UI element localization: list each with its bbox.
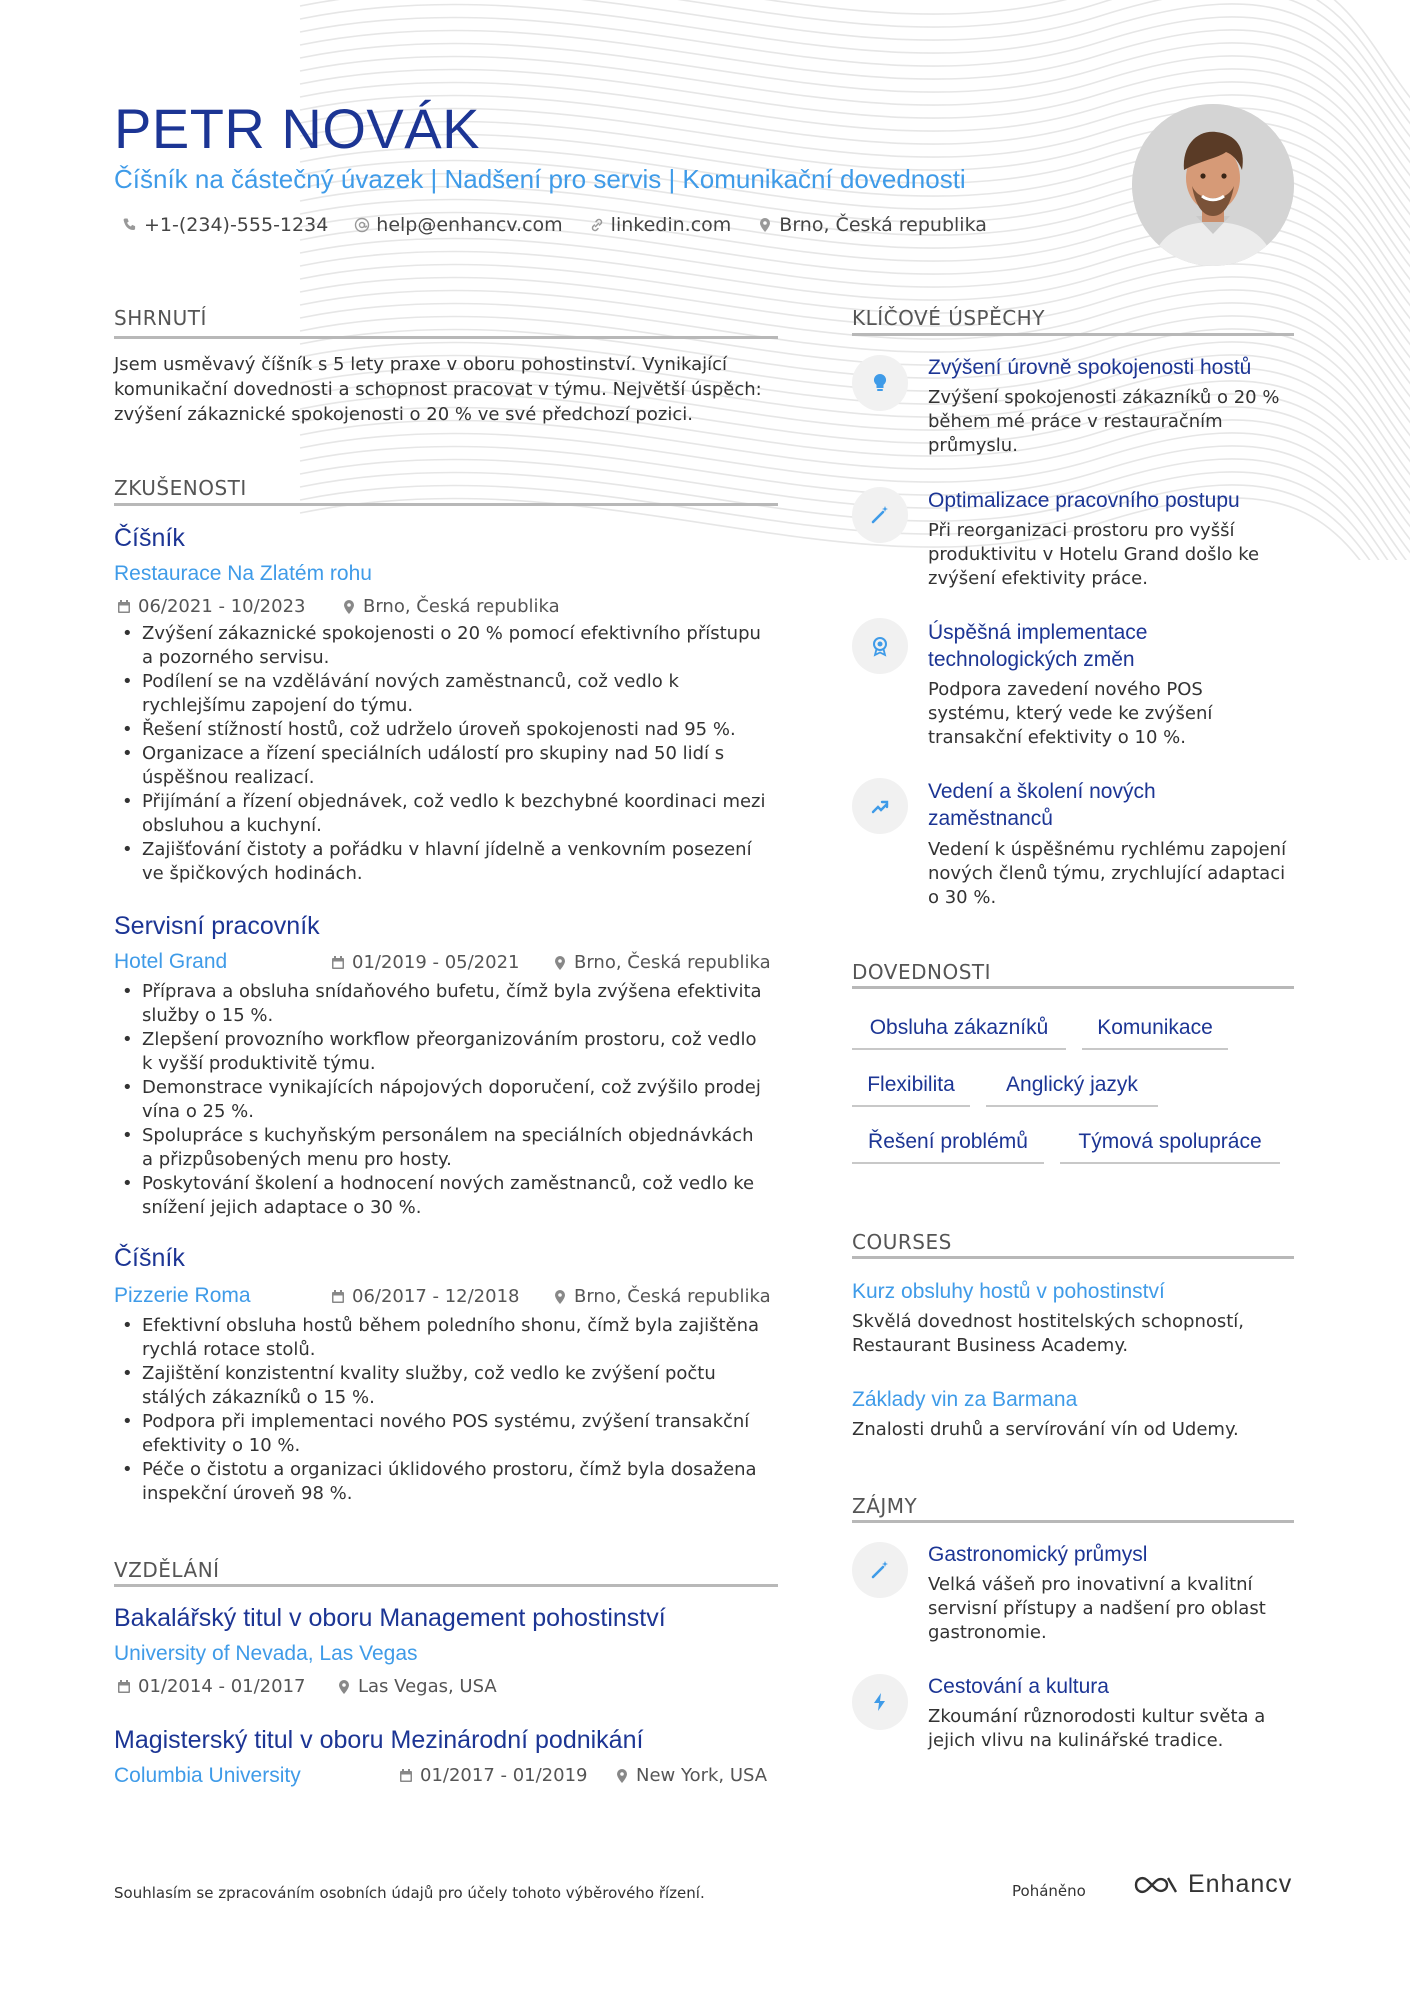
contact-phone[interactable] [122, 214, 328, 236]
courses-divider [852, 1256, 1294, 1259]
calendar-icon [398, 1768, 414, 1784]
bullet-line: služby o 15 %. [142, 1005, 274, 1026]
achievement-title [928, 778, 1156, 832]
interest-desc-line: Velká vášeň pro inovativní a kvalitní [928, 1574, 1253, 1595]
bullet-line: • Organizace a řízení speciálních událostí pro skupiny nad 50 lidí s [142, 743, 725, 764]
location-icon [336, 1679, 352, 1695]
edu-dates [398, 1765, 588, 1786]
edu-location [614, 1765, 767, 1786]
job-dates [116, 596, 306, 617]
contact-email[interactable] [354, 214, 562, 236]
courses-title: COURSES [852, 1230, 952, 1254]
link-icon [589, 217, 605, 233]
location-icon [757, 217, 773, 233]
achievement-desc-line: Při reorganizaci prostoru pro vyšší [928, 520, 1235, 541]
achievement-title-line: Zvýšení úrovně spokojenosti hostů [928, 356, 1252, 379]
achievement-desc-line: o 30 %. [928, 887, 997, 908]
job-dates-text: 01/2019 - 05/2021 [352, 952, 520, 973]
bullet-line: • Podílení se na vzdělávání nových zaměstnanců, což vedlo k [142, 671, 679, 692]
achievement-title [928, 619, 1147, 673]
interest-desc [928, 1573, 1266, 1645]
phone-icon [122, 217, 138, 233]
achievement-desc-line: průmyslu. [928, 435, 1018, 456]
job-location [552, 1286, 771, 1307]
job-location-text: Brno, Česká republika [574, 952, 771, 973]
skill-tag: Komunikace [1082, 1016, 1228, 1050]
location-icon [552, 1289, 568, 1305]
achievement-title-line: Optimalizace pracovního postupu [928, 489, 1240, 512]
job-bullets [114, 1314, 794, 1506]
bullet-line: rychlá rotace stolů. [142, 1339, 316, 1360]
bullet-line: • Zajišťování čistoty a pořádku v hlavní jídelně a venkovním posezení [142, 839, 752, 860]
interest-icon-wrap [852, 1542, 908, 1598]
interest-desc-line: gastronomie. [928, 1622, 1047, 1643]
skill-tag: Flexibilita [852, 1073, 970, 1107]
enhancv-logo[interactable] [1132, 1870, 1292, 1899]
job-location [341, 596, 560, 617]
bullet-line: inspekční úroveň 98 %. [142, 1483, 353, 1504]
location-icon [552, 955, 568, 971]
bullet-line: efektivity o 10 %. [142, 1435, 301, 1456]
bullet-line: rychlejšímu zapojení do týmu. [142, 695, 414, 716]
edu-dates-text: 01/2017 - 01/2019 [420, 1765, 588, 1786]
job-location-text: Brno, Česká republika [363, 596, 560, 617]
contact-linkedin[interactable] [589, 214, 732, 236]
contact-location-text: Brno, Česká republika [779, 214, 987, 236]
achievement-desc-line: Vedení k úspěšnému rychlému zapojení [928, 839, 1287, 860]
achievement-desc-line: produktivitu v Hotelu Grand došlo ke [928, 544, 1260, 565]
magic-wand-icon [868, 503, 892, 527]
contact-location [757, 214, 987, 236]
skills-divider [852, 986, 1294, 989]
bullet-line: • Řešení stížností hostů, což udrželo úroveň spokojenosti nad 95 %. [142, 719, 736, 740]
bullet-line: • Zlepšení provozního workflow přeorganizováním prostoru, což vedlo [142, 1029, 757, 1050]
bullet-line: • Přijímání a řízení objednávek, což vedlo k bezchybné koordinaci mezi [142, 791, 766, 812]
calendar-icon [116, 599, 132, 615]
summary-line: Jsem usměvavý číšník s 5 lety praxe v oboru pohostinství. Vynikající [114, 354, 728, 375]
calendar-icon [116, 1679, 132, 1695]
job-role: Číšník [114, 524, 185, 552]
edu-location [336, 1676, 497, 1697]
job-bullet [114, 1124, 794, 1172]
achievement-desc-line: během mé práce v restauračním [928, 411, 1223, 432]
course-desc-line: Restaurant Business Academy. [852, 1335, 1129, 1356]
job-bullet [114, 1458, 794, 1506]
experience-title: ZKUŠENOSTI [114, 476, 247, 500]
course-desc-line: Znalosti druhů a servírování vín od Udemy. [852, 1419, 1239, 1440]
edu-dates [116, 1676, 306, 1697]
achievement-title [928, 354, 1251, 381]
interest-desc-line: jejich vlivu na kulinářské tradice. [928, 1730, 1224, 1751]
contact-email-text: help@enhancv.com [376, 214, 563, 236]
experience-divider [114, 503, 778, 506]
calendar-icon [330, 1289, 346, 1305]
skill-tag: Obsluha zákazníků [852, 1016, 1066, 1050]
bullet-line: stálých zákazníků o 15 %. [142, 1387, 375, 1408]
course-desc [852, 1418, 1239, 1442]
job-dates-text: 06/2021 - 10/2023 [138, 596, 306, 617]
lightbulb-icon [868, 371, 892, 395]
bullet-line: a pozorného servisu. [142, 647, 330, 668]
course-title: Základy vin za Barmana [852, 1388, 1078, 1411]
job-company: Restaurace Na Zlatém rohu [114, 562, 372, 585]
powered-by-label: Poháněno [1012, 1882, 1086, 1900]
achievement-title-line: Úspěšná implementace [928, 621, 1148, 644]
skills-title: DOVEDNOSTI [852, 960, 992, 984]
achievement-title-line: technologických změn [928, 648, 1135, 671]
skill-tag: Řešení problémů [852, 1130, 1044, 1164]
job-bullet [114, 670, 794, 718]
job-location-text: Brno, Česká republika [574, 1286, 771, 1307]
degree-title: Bakalářský titul v oboru Management pohostinství [114, 1604, 666, 1632]
profile-photo [1132, 104, 1294, 266]
bullet-line: obsluhou a kuchyní. [142, 815, 322, 836]
bullet-line: snížení jejich adaptace o 30 %. [142, 1197, 422, 1218]
headline: Číšník na částečný úvazek | Nadšení pro servis | Komunikační dovednosti [114, 164, 966, 194]
edu-dates-text: 01/2014 - 01/2017 [138, 1676, 306, 1697]
summary-line: komunikační dovednosti a schopnost pracovat v týmu. Největší úspěch: [114, 379, 762, 400]
job-role: Servisní pracovník [114, 912, 320, 940]
summary-title: SHRNUTÍ [114, 306, 207, 330]
job-bullets [114, 980, 794, 1220]
bullet-line: • Podpora při implementaci nového POS systému, zvýšení transakční [142, 1411, 750, 1432]
avatar [1132, 104, 1294, 266]
edu-location-text: New York, USA [636, 1765, 768, 1786]
education-divider [114, 1584, 778, 1587]
achievement-icon-wrap [852, 355, 908, 411]
interests-title: ZÁJMY [852, 1494, 918, 1518]
job-bullet [114, 718, 794, 742]
edu-location-text: Las Vegas, USA [358, 1676, 497, 1697]
school-name: Columbia University [114, 1764, 301, 1787]
job-bullet [114, 838, 794, 886]
lightning-icon [868, 1690, 892, 1714]
location-icon [614, 1768, 630, 1784]
interest-icon-wrap [852, 1674, 908, 1730]
at-icon [354, 217, 370, 233]
interest-desc-line: Zkoumání různorodosti kultur světa a [928, 1706, 1266, 1727]
contact-phone-text: +1-(234)-555-1234 [144, 214, 329, 236]
job-bullets [114, 622, 794, 886]
bullet-line: • Péče o čistotu a organizaci úklidového prostoru, čímž byla dosažena [142, 1459, 757, 1480]
job-bullet [114, 1362, 794, 1410]
bullet-line: • Příprava a obsluha snídaňového bufetu, čímž byla zvýšena efektivita [142, 981, 762, 1002]
bullet-line: • Zvýšení zákaznické spokojenosti o 20 % pomocí efektivního přístupu [142, 623, 761, 644]
achievement-title-line: Vedení a školení nových [928, 780, 1156, 803]
achievements-title: KLÍČOVÉ ÚSPĚCHY [852, 306, 1045, 330]
magic-wand-icon [868, 1558, 892, 1582]
bullet-line: ve špičkových hodinách. [142, 863, 363, 884]
achievement-desc-line: Podpora zavedení nového POS [928, 679, 1203, 700]
achievement-title [928, 487, 1240, 514]
achievement-title-line: zaměstnanců [928, 807, 1053, 830]
bullet-line: úspěšnou realizací. [142, 767, 315, 788]
job-dates [330, 1286, 520, 1307]
achievement-desc-line: Zvýšení spokojenosti zákazníků o 20 % [928, 387, 1280, 408]
bullet-line: • Poskytování školení a hodnocení nových zaměstnanců, což vedlo ke [142, 1173, 755, 1194]
job-dates-text: 06/2017 - 12/2018 [352, 1286, 520, 1307]
job-bullet [114, 980, 794, 1028]
achievement-icon-wrap [852, 778, 908, 834]
job-bullet [114, 1314, 794, 1362]
job-role: Číšník [114, 1244, 185, 1272]
interest-desc-line: servisní přístupy a nadšení pro oblast [928, 1598, 1266, 1619]
summary-divider [114, 336, 778, 339]
bullet-line: k vyšší produktivitě týmu. [142, 1053, 376, 1074]
interests-divider [852, 1520, 1294, 1523]
achievement-desc [928, 386, 1279, 458]
brand-name: Enhancv [1188, 1870, 1293, 1898]
achievement-desc-line: transakční efektivity o 10 %. [928, 727, 1186, 748]
achievement-desc-line: nových členů týmu, zrychlující adaptaci [928, 863, 1286, 884]
job-bullet [114, 1076, 794, 1124]
achievement-icon-wrap [852, 487, 908, 543]
candidate-name: PETR NOVÁK [114, 97, 480, 160]
bullet-line: • Spolupráce s kuchyňským personálem na speciálních objednávkách [142, 1125, 754, 1146]
summary-line: zvýšení zákaznické spokojenosti o 20 % ve své předchozí pozici. [114, 404, 693, 425]
job-location [552, 952, 771, 973]
achievement-desc-line: zvýšení efektivity práce. [928, 568, 1148, 589]
course-desc [852, 1310, 1244, 1358]
achievement-icon-wrap [852, 618, 908, 674]
job-bullet [114, 790, 794, 838]
summary-text [114, 352, 762, 427]
job-bullet [114, 622, 794, 670]
job-dates [330, 952, 520, 973]
award-icon [868, 634, 892, 658]
skill-tag: Anglický jazyk [986, 1073, 1158, 1107]
interest-desc [928, 1705, 1265, 1753]
job-bullet [114, 1172, 794, 1220]
bullet-line: vína o 25 %. [142, 1101, 254, 1122]
achievement-desc-line: systému, který vede ke zvýšení [928, 703, 1213, 724]
achievement-desc [928, 519, 1259, 591]
school-name: University of Nevada, Las Vegas [114, 1642, 418, 1665]
course-title: Kurz obsluhy hostů v pohostinství [852, 1280, 1165, 1303]
job-bullet [114, 1028, 794, 1076]
interest-title: Gastronomický průmysl [928, 1543, 1148, 1566]
infinity-logo-icon [1132, 1872, 1180, 1898]
bullet-line: • Demonstrace vynikajících nápojových doporučení, což zvýšilo prodej [142, 1077, 761, 1098]
education-title: VZDĚLÁNÍ [114, 1558, 220, 1582]
job-bullet [114, 742, 794, 790]
job-company: Pizzerie Roma [114, 1284, 251, 1307]
bullet-line: • Zajištění konzistentní kvality služby, což vedlo ke zvýšení počtu [142, 1363, 716, 1384]
job-bullet [114, 1410, 794, 1458]
skill-tag: Týmová spolupráce [1060, 1130, 1280, 1164]
course-desc-line: Skvělá dovednost hostitelských schopností, [852, 1311, 1245, 1332]
achievement-desc [928, 838, 1286, 910]
interest-title: Cestování a kultura [928, 1675, 1109, 1698]
job-company: Hotel Grand [114, 950, 228, 973]
contact-bar [122, 214, 987, 236]
location-icon [341, 599, 357, 615]
achievements-divider [852, 333, 1294, 336]
bullet-line: a přizpůsobených menu pro hosty. [142, 1149, 452, 1170]
contact-linkedin-text: linkedin.com [610, 214, 732, 236]
calendar-icon [330, 955, 346, 971]
consent-note: Souhlasím se zpracováním osobních údajů pro účely tohoto výběrového řízení. [114, 1884, 705, 1902]
achievement-desc [928, 678, 1212, 750]
degree-title: Magisterský titul v oboru Mezinárodní podnikání [114, 1726, 644, 1754]
bullet-line: • Efektivní obsluha hostů během poledního shonu, čímž byla zajištěna [142, 1315, 760, 1336]
growth-arrow-icon [868, 794, 892, 818]
